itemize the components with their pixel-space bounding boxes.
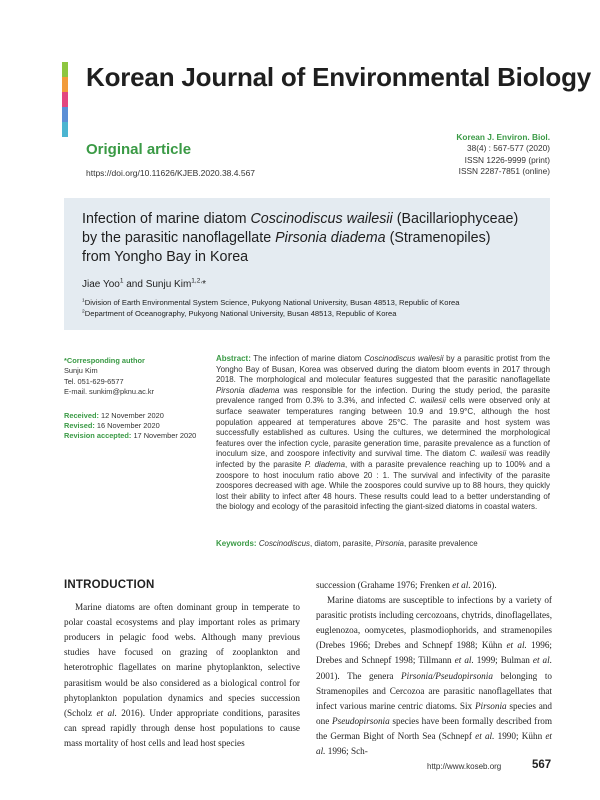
color-bar-segment	[62, 77, 68, 92]
affiliation-2: $^2$Department of Oceanography, Pukyong National University, Busan 48513, Republic of Korea	[82, 309, 397, 318]
body-column-left	[64, 578, 300, 751]
journal-color-bar	[62, 62, 68, 137]
author-list: Jiae Yoo$^1$ and Sunju Kim$^{1,2,}$*	[82, 277, 207, 290]
revised-date: Revised: 16 November 2020	[64, 421, 160, 431]
body-paragraph: Marine diatoms are often dominant group in temperate to polar coastal ecosystems and play important roles as primary producers in pelagic food webs. Although many previous studies have focused on grazing of zooplankton and heterotrophic flagellates on marine phytoplankton, selective parasitism would be also considered as a biological control for phytoplankton population dynamics and species succession (Scholz et al. 2016). Under appropriate conditions, parasites can spread rapidly through dense host populations to cause mass mortality of host cells and lead host species	[64, 602, 300, 748]
issn-online: ISSN 2287-7851 (online)	[458, 166, 550, 177]
keywords-label: Keywords:	[216, 539, 257, 548]
corresponding-name: Sunju Kim	[64, 366, 98, 376]
keywords: Keywords: Coscinodiscus, diatom, parasite, Pirsonia, parasite prevalence	[216, 539, 478, 548]
body-paragraph: succession (Grahame 1976; Frenken et al. 2016).	[316, 580, 497, 590]
color-bar-segment	[62, 122, 68, 137]
color-bar-segment	[62, 92, 68, 107]
volume-pages: 38(4) : 567-577 (2020)	[466, 143, 550, 154]
journal-abbr: Korean J. Environ. Biol.	[456, 132, 550, 142]
color-bar-segment	[62, 107, 68, 122]
article-type: Original article	[86, 141, 192, 158]
section-heading: INTRODUCTION	[64, 579, 155, 591]
abstract: Abstract: The infection of marine diatom Coscinodiscus wailesii by a parasitic protist from the Yongho Bay of Busan, Korea was observed during the diatom bloom events in 2017 through 2018. The morphological and molecular features suggested that the parasitic nanoflagellate Pirsonia diadema was responsible for the infection. During the study period, the parasite prevalence ranged from 0.3% to 3.3%, and infected C. wailesii cells were observed only at surface seawater temperatures ranging between 10.9 and 19.9°C, although the host population appeared at temperatures above 25°C. The parasite and host system was successfully established as cultures. Using the cultures, we determined the morphological features over the infection cycle, parasite generation time, parasite prevalence as a function of inoculum size, and zoospore infectivity and survival time. The diatom C. wailesii was readily infected by the parasite P. diadema, with a parasite prevalence reaching up to 100% and a zoospore to host inoculum ratio above 20 : 1. The survival and infectivity of the parasite zoospores decreased with age. While the zoospores could survive up to 88 hours, they quickly lost their ability to infect after 48 hours. These results could lead to a better understanding of the biology and ecology of the parasitoid infecting the giant-sized diatoms in coastal waters.	[216, 354, 551, 512]
sidebar-info	[64, 356, 204, 442]
body-paragraph: Marine diatoms are susceptible to infections by a variety of parasitic protists including cercozoans, chytrids, dinoflagellates, euglenozoa, oomycetes, plasmodiophorids, and stramenopiles (Drebes 1966; Drebes and Schnepf 1988; Kühn et al. 1996; Drebes and Schnepf 1998; Tillmann et al. 1999; Bulman et al. 2001). The genera Pirsonia/Pseudopirsonia belonging to Stramenopiles and Cercozoa are parasitic nanoflagellates that infect various marine centric diatoms. Six Pirsonia species and one Pseudopirsonia species have been formally described from the German Bight of North Sea (Schnepf et al. 1990; Kühn et al. 1996; Sch-	[316, 595, 552, 757]
footer-url[interactable]: http://www.koseb.org	[427, 762, 502, 771]
accepted-date: Revision accepted: 17 November 2020	[64, 431, 197, 441]
article-title: Infection of marine diatom Coscinodiscus wailesii (Bacillariophyceae) by the parasitic nanoflagellate Pirsonia diadema (Stramenopiles) from Yongho Bay in Korea	[82, 211, 519, 265]
dates	[64, 411, 204, 442]
corresponding-label: *Corresponding author	[64, 356, 145, 365]
body-column-right	[316, 578, 552, 759]
author-name: Jiae Yoo	[82, 279, 120, 290]
corresponding-email[interactable]: E-mail. sunkim@pknu.ac.kr	[64, 387, 155, 397]
author-name: Sunju Kim	[145, 279, 192, 290]
journal-info	[456, 132, 550, 178]
doi-link[interactable]: https://doi.org/10.11626/KJEB.2020.38.4.567	[86, 168, 256, 178]
journal-title: Korean Journal of Environmental Biology	[86, 62, 592, 92]
issn-print: ISSN 1226-9999 (print)	[464, 154, 550, 165]
color-bar-segment	[62, 62, 68, 77]
abstract-label: Abstract:	[216, 354, 251, 363]
affiliations	[82, 297, 532, 319]
corresponding-tel: Tel. 051-629-6577	[64, 376, 124, 386]
affiliation-1: $^1$Division of Earth Environmental System Science, Pukyong National University, Busan 48513, Republic of Korea	[82, 298, 460, 307]
title-box	[64, 198, 550, 330]
received-date: Received: 12 November 2020	[64, 410, 164, 420]
page-number: 567	[532, 759, 552, 771]
